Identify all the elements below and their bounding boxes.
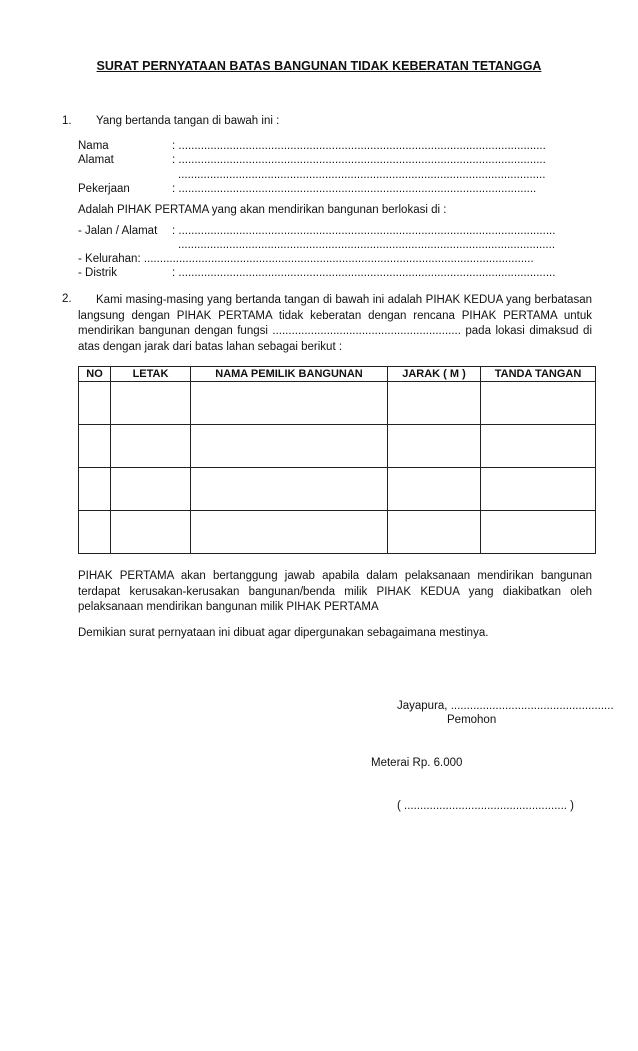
table-row: [79, 468, 596, 511]
table-cell: [191, 468, 388, 511]
header-jarak: JARAK ( M ): [388, 367, 481, 382]
field-label-alamat: Alamat: [78, 154, 114, 166]
location-jalan-value: : ......................................................................................................................: [172, 225, 556, 237]
header-no: NO: [79, 367, 111, 382]
table-row: [79, 425, 596, 468]
table-cell: [111, 382, 191, 425]
table-cell: [111, 511, 191, 554]
table-cell: [388, 468, 481, 511]
field-label-nama: Nama: [78, 140, 109, 152]
location-distrik-value: : ......................................................................................................................: [172, 267, 556, 279]
header-letak: LETAK: [111, 367, 191, 382]
section-2-number: 2.: [62, 293, 72, 305]
table-cell: [79, 511, 111, 554]
table-row: [79, 511, 596, 554]
table-cell: [388, 425, 481, 468]
table-row: [79, 382, 596, 425]
table-cell: [79, 468, 111, 511]
header-nama-pemilik: NAMA PEMILIK BANGUNAN: [191, 367, 388, 382]
location-kelurahan: - Kelurahan: ..........................................................................................................................: [78, 253, 534, 265]
neighbor-table: [78, 366, 596, 554]
table-cell: [111, 425, 191, 468]
signer-role: Pemohon: [447, 714, 497, 726]
signature-name-line: ( ................................................... ): [397, 800, 574, 812]
table-cell: [481, 468, 596, 511]
section-1-number: 1.: [62, 115, 72, 127]
section-1-intro: Yang bertanda tangan di bawah ini :: [96, 115, 280, 127]
table-cell: [388, 511, 481, 554]
section-2-paragraph: Kami masing-masing yang bertanda tangan di bawah ini adalah PIHAK KEDUA yang berbatasan langsung dengan PIHAK PERTAMA tidak keberatan dengan rencana PIHAK PERTAMA untuk mendirikan bangunan dengan fungsi ........................................................... pada lokasi dimaksud di atas dengan jarak dari batas lahan sebagai berikut :: [78, 294, 592, 353]
location-jalan-continued: ......................................................................................................................: [178, 239, 556, 251]
table-cell: [79, 425, 111, 468]
table-cell: [111, 468, 191, 511]
header-tanda-tangan: TANDA TANGAN: [481, 367, 596, 382]
stamp-duty-label: Meterai Rp. 6.000: [371, 757, 463, 769]
table-cell: [481, 511, 596, 554]
document-title: SURAT PERNYATAAN BATAS BANGUNAN TIDAK KEBERATAN TETANGGA: [96, 59, 542, 73]
field-value-alamat: : ...................................................................................................................: [172, 154, 546, 166]
table-cell: [191, 382, 388, 425]
table-cell: [481, 425, 596, 468]
location-jalan-label: - Jalan / Alamat: [78, 225, 158, 237]
table-header-row: [79, 367, 596, 382]
field-label-pekerjaan: Pekerjaan: [78, 183, 130, 195]
pihak-pertama-statement: Adalah PIHAK PERTAMA yang akan mendirikan bangunan berlokasi di :: [78, 204, 447, 216]
field-value-alamat-continued: ...................................................................................................................: [178, 169, 546, 181]
table-cell: [191, 425, 388, 468]
table-cell: [481, 382, 596, 425]
table-cell: [191, 511, 388, 554]
table-cell: [79, 382, 111, 425]
responsibility-paragraph: PIHAK PERTAMA akan bertanggung jawab apabila dalam pelaksanaan mendirikan bangunan terdapat kerusakan-kerusakan bangunan/benda milik PIHAK KEDUA yang diakibatkan oleh pelaksanaan mendirikan bangunan milik PIHAK PERTAMA: [78, 570, 592, 613]
closing-statement: Demikian surat pernyataan ini dibuat agar dipergunakan sebagaimana mestinya.: [78, 627, 489, 639]
place-date: Jayapura, ...................................................: [397, 700, 614, 712]
table-cell: [388, 382, 481, 425]
location-distrik-label: - Distrik: [78, 267, 117, 279]
field-value-pekerjaan: : ................................................................................................................: [172, 183, 537, 195]
field-value-nama: : ...................................................................................................................: [172, 140, 546, 152]
